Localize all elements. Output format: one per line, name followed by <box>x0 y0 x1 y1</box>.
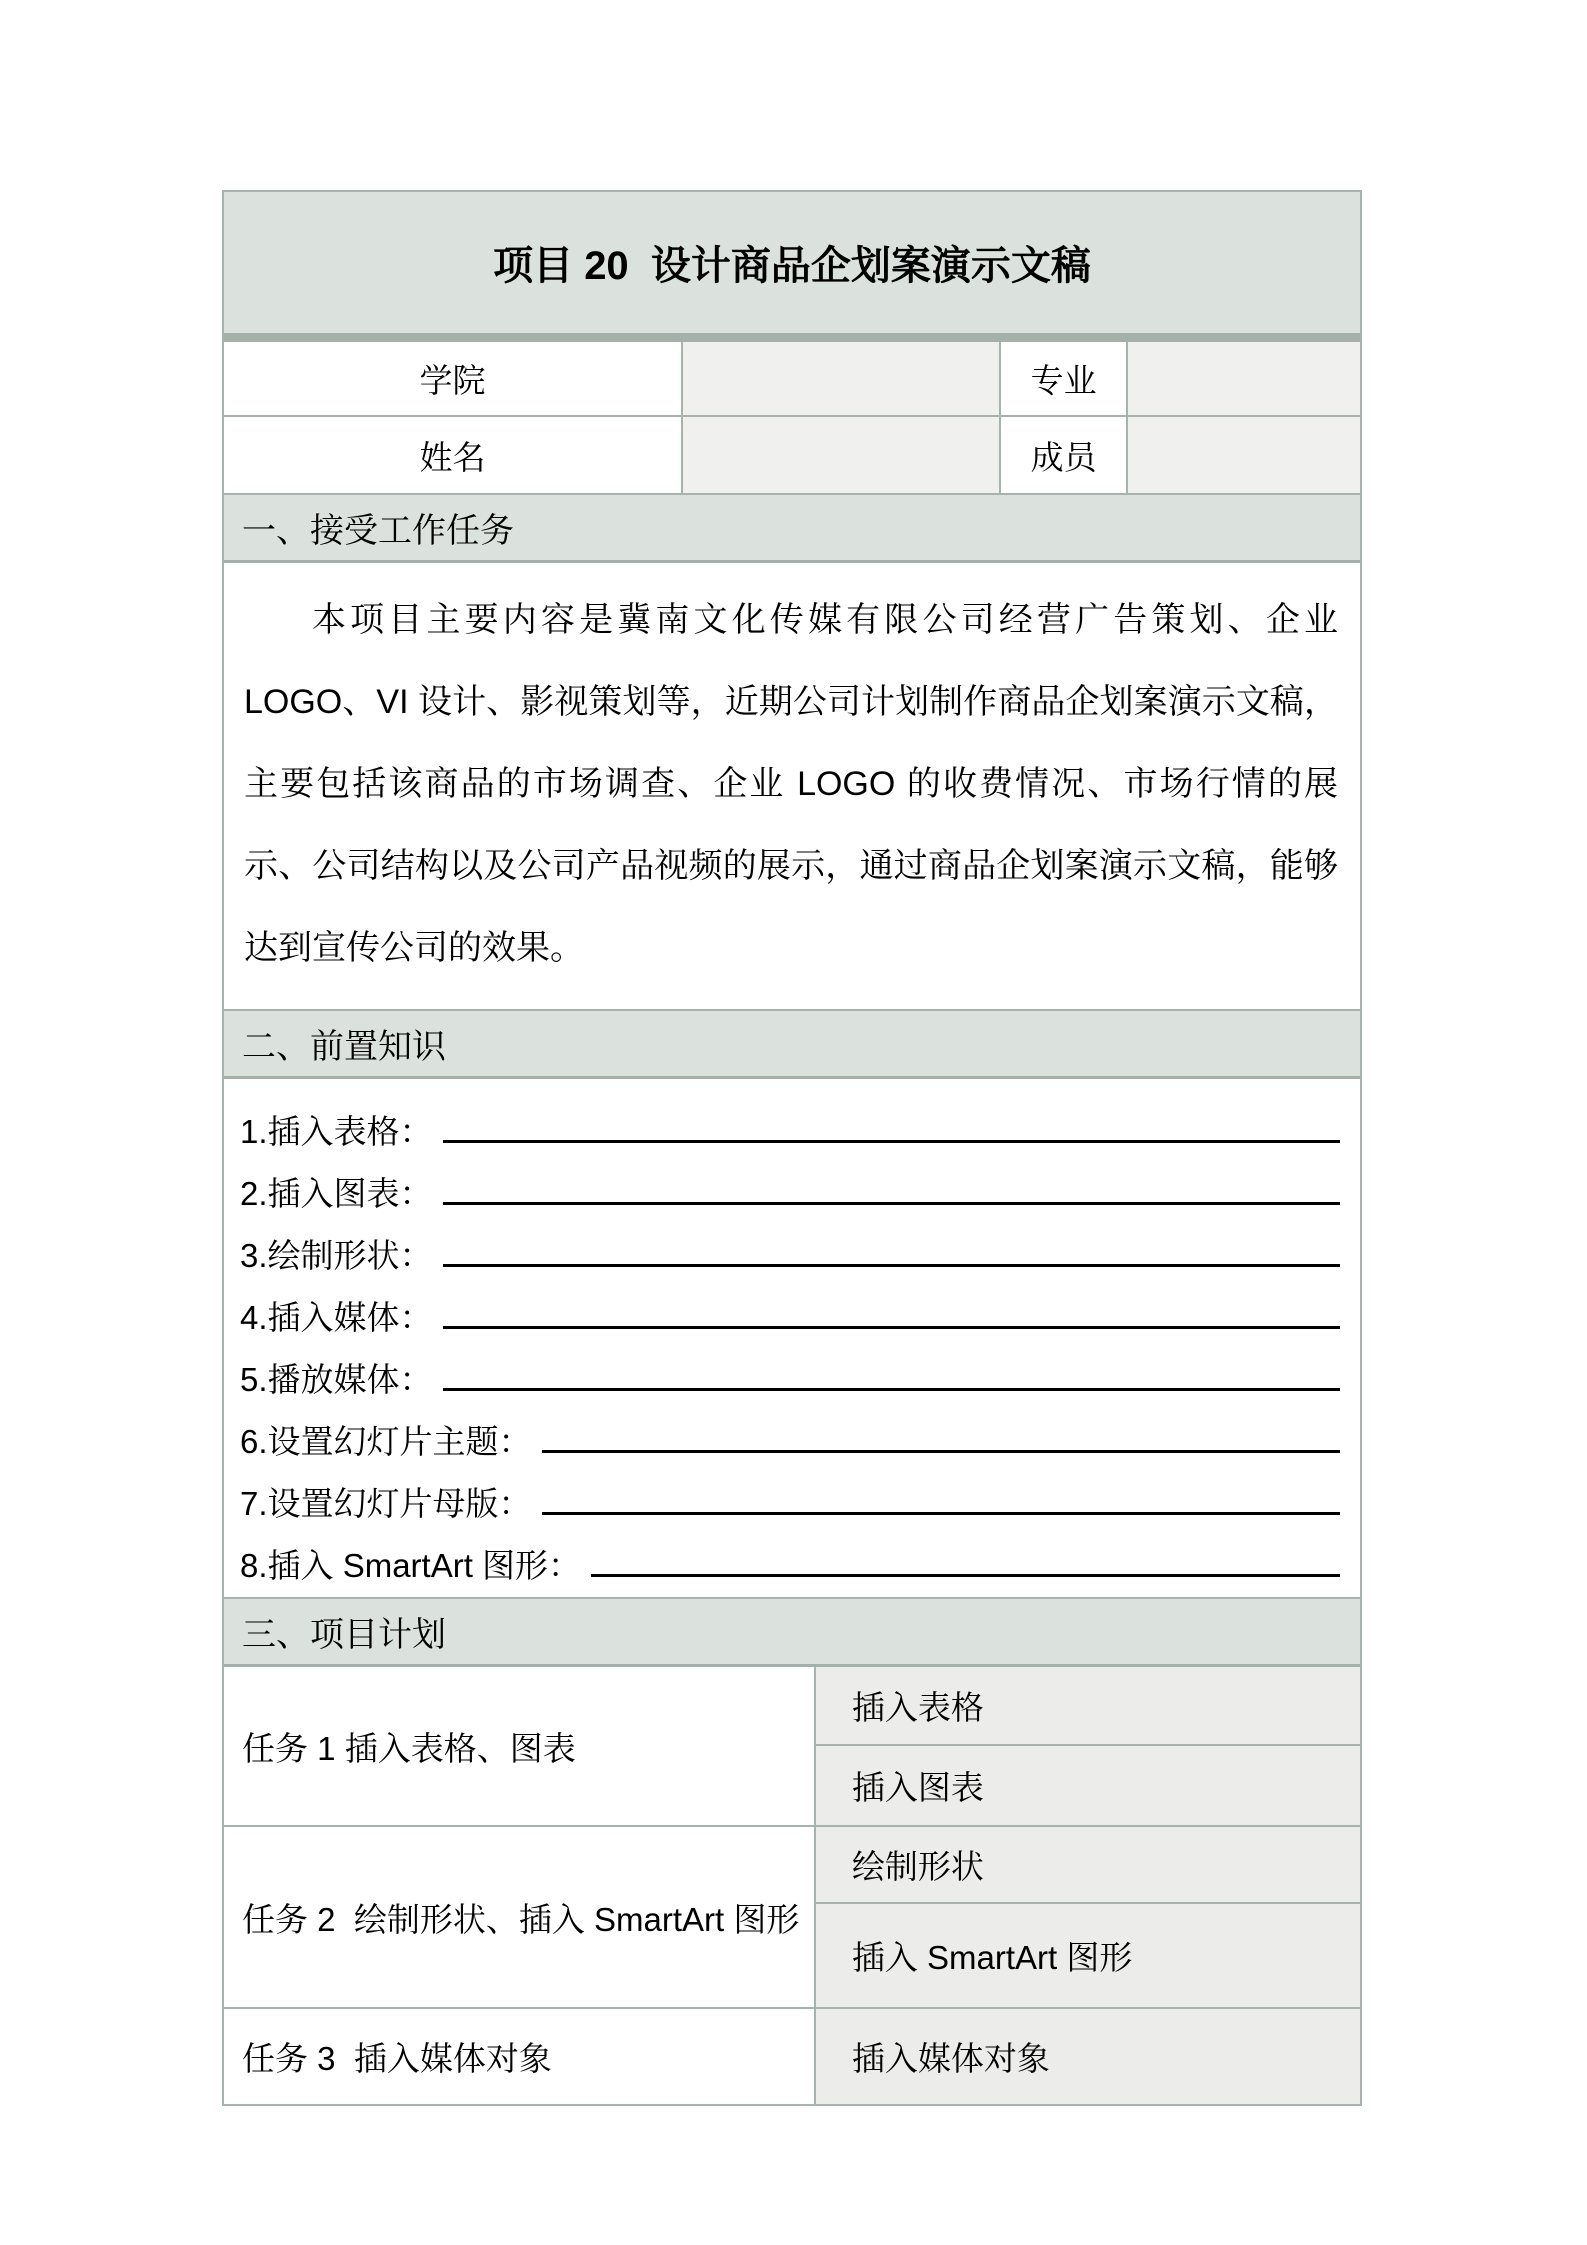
table-row <box>224 342 1360 417</box>
task-description-paragraph: 本项目主要内容是冀南文化传媒有限公司经营广告策划、企业 LOGO、VI 设计、影视策划等，近期公司计划制作商品企划案演示文稿，主要包括该商品的市场调查、企业 LOGO 的收费情况、市场行情的展示、公司结构以及公司产品视频的展示，通过商品企划案演示文稿，能够达到宣传公司的效果。 <box>224 563 1360 1011</box>
list-item <box>240 1277 1346 1339</box>
college-label: 学院 <box>224 342 683 417</box>
list-item <box>240 1339 1346 1401</box>
subtask-cell: 插入 SmartArt 图形 <box>816 1904 1360 2007</box>
subtask-list <box>816 2009 1360 2104</box>
subtask-cell: 插入媒体对象 <box>816 2009 1360 2104</box>
name-label: 姓名 <box>224 417 683 495</box>
item-label: 1.插入表格： <box>240 1113 433 1150</box>
item-label: 5.播放媒体： <box>240 1361 433 1398</box>
item-label: 2.插入图表： <box>240 1175 433 1212</box>
fill-in-blank[interactable] <box>443 1264 1340 1267</box>
subtask-cell: 插入图表 <box>816 1746 1360 1825</box>
list-item <box>240 1215 1346 1277</box>
table-row <box>224 417 1360 495</box>
fill-in-blank[interactable] <box>591 1574 1340 1577</box>
item-label: 7.设置幻灯片母版： <box>240 1485 532 1522</box>
item-label: 6.设置幻灯片主题： <box>240 1423 532 1460</box>
list-item <box>240 1153 1346 1215</box>
worksheet-table <box>222 190 1362 2106</box>
task-name: 任务 2 绘制形状、插入 SmartArt 图形 <box>224 1827 816 2007</box>
fill-in-blank[interactable] <box>443 1202 1340 1205</box>
section-heading-project-plan: 三、项目计划 <box>224 1599 1360 1667</box>
task-name: 任务 3 插入媒体对象 <box>224 2009 816 2104</box>
section-heading-task-acceptance: 一、接受工作任务 <box>224 495 1360 563</box>
fill-in-blank[interactable] <box>443 1140 1340 1143</box>
subtask-list <box>816 1827 1360 2007</box>
fill-in-blank[interactable] <box>443 1388 1340 1391</box>
task-row-1 <box>224 1667 1360 1827</box>
members-label: 成员 <box>1001 417 1128 495</box>
section-heading-prior-knowledge: 二、前置知识 <box>224 1011 1360 1079</box>
list-item <box>240 1401 1346 1463</box>
subtask-cell: 插入表格 <box>816 1667 1360 1746</box>
list-item <box>240 1463 1346 1525</box>
fill-in-blank[interactable] <box>542 1512 1340 1515</box>
task-row-2 <box>224 1827 1360 2009</box>
list-item <box>240 1525 1346 1587</box>
subtask-cell: 绘制形状 <box>816 1827 1360 1904</box>
info-table <box>224 342 1360 495</box>
task-row-3 <box>224 2009 1360 2104</box>
major-value-cell[interactable] <box>1128 342 1360 417</box>
list-item <box>240 1091 1346 1153</box>
item-label: 4.插入媒体： <box>240 1299 433 1336</box>
major-label: 专业 <box>1001 342 1128 417</box>
task-table <box>224 1667 1360 2104</box>
name-value-cell[interactable] <box>683 417 1001 495</box>
fill-in-blank[interactable] <box>443 1326 1340 1329</box>
fill-in-blank[interactable] <box>542 1450 1340 1453</box>
task-name: 任务 1 插入表格、图表 <box>224 1667 816 1825</box>
page-title: 项目 20 设计商品企划案演示文稿 <box>224 192 1360 342</box>
item-label: 8.插入 SmartArt 图形： <box>240 1547 582 1584</box>
members-value-cell[interactable] <box>1128 417 1360 495</box>
prior-knowledge-list <box>224 1079 1360 1599</box>
college-value-cell[interactable] <box>683 342 1001 417</box>
item-label: 3.绘制形状： <box>240 1237 433 1274</box>
subtask-list <box>816 1667 1360 1825</box>
